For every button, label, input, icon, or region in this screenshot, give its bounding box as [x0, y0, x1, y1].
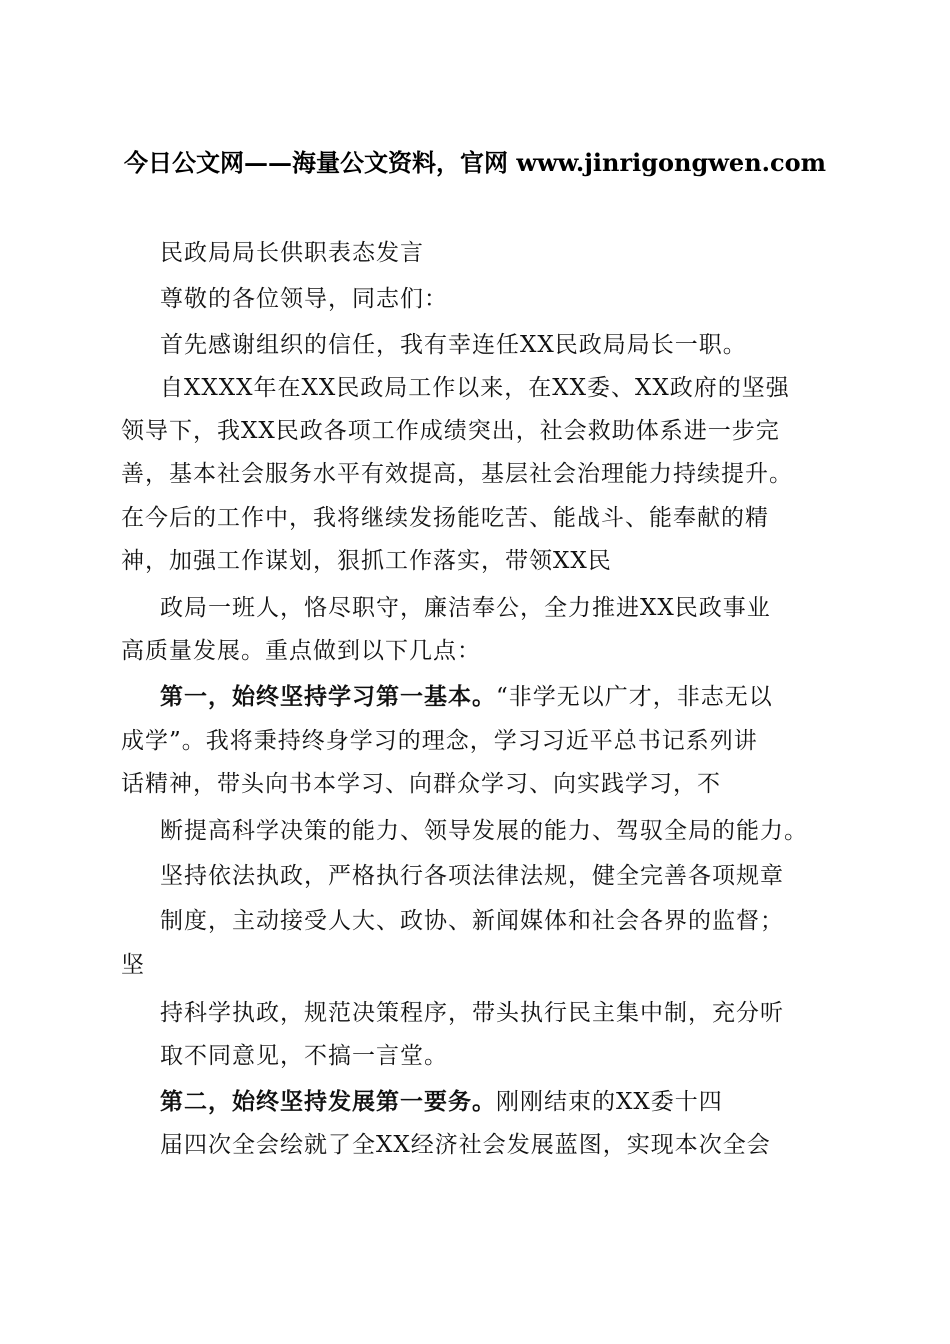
document-title: 民政局局长供职表态发言	[160, 240, 424, 266]
point-line	[160, 677, 773, 717]
point-one-text: “非学无以广才，非志无以	[496, 684, 773, 710]
paragraph-line: 高质量发展。重点做到以下几点：	[121, 638, 481, 664]
paragraph-line: 善，基本社会服务水平有效提高，基层社会治理能力持续提升。	[121, 461, 793, 487]
paragraph-line: 神，加强工作谋划，狠抓工作落实，带领XX民	[121, 548, 612, 574]
paragraph-line: 取不同意见，不搞一言堂。	[160, 1043, 448, 1069]
paragraph-line: 首先感谢组织的信任，我有幸连任XX民政局局长一职。	[160, 332, 747, 358]
point-one-heading: 第一，始终坚持学习第一基本。	[160, 683, 496, 710]
paragraph-line: 话精神，带头向书本学习、向群众学习、向实践学习，不	[121, 771, 721, 797]
salutation: 尊敬的各位领导，同志们：	[160, 286, 448, 312]
paragraph-line: 断提高科学决策的能力、领导发展的能力、驾驭全局的能力。	[160, 818, 808, 844]
paragraph-line: 制度，主动接受人大、政协、新闻媒体和社会各界的监督；	[160, 908, 784, 934]
paragraph-line: 坚持依法执政，严格执行各项法律法规，健全完善各项规章	[160, 863, 784, 889]
point-two-heading: 第二，始终坚持发展第一要务。	[160, 1088, 496, 1115]
paragraph-line: 坚	[121, 952, 145, 978]
point-two-text: 刚刚结束的XX委十四	[496, 1089, 723, 1115]
paragraph-line: 政局一班人，恪尽职守，廉洁奉公，全力推进XX民政事业	[160, 595, 771, 621]
paragraph-line: 领导下，我XX民政各项工作成绩突出，社会救助体系进一步完	[121, 418, 780, 444]
paragraph-line: 届四次全会绘就了全XX经济社会发展蓝图，实现本次全会	[160, 1132, 771, 1158]
point-line	[160, 1082, 723, 1122]
paragraph-line: 在今后的工作中，我将继续发扬能吃苦、能战斗、能奉献的精	[121, 505, 769, 531]
page-header: 今日公文网——海量公文资料，官网 www.jinrigongwen.com	[123, 148, 827, 177]
paragraph-line: 持科学执政，规范决策程序，带头执行民主集中制，充分听	[160, 1000, 784, 1026]
paragraph-line: 自XXXX年在XX民政局工作以来，在XX委、XX政府的坚强	[160, 375, 790, 401]
paragraph-line: 成学”。我将秉持终身学习的理念，学习习近平总书记系列讲	[121, 728, 758, 754]
